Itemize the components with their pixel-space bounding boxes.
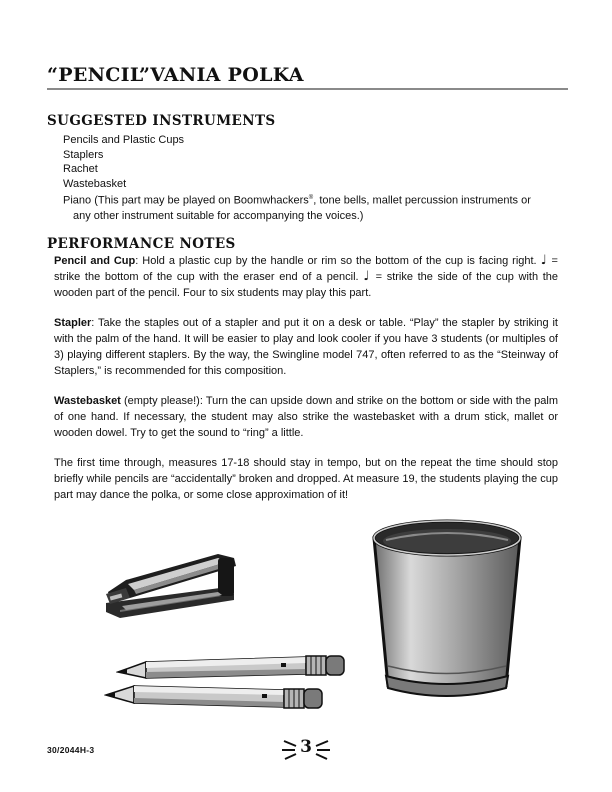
list-item: Pencils and Plastic Cups (63, 134, 185, 146)
pencil-illustration (104, 681, 326, 711)
closing-paragraph: The first time through, measures 17-18 should stay in tempo, but on the repeat the time should stop briefly while pencils are “accidentally” broken and dropped. At measure 19, the students playing the cup part may dance the polka, or some close approximation of it! (54, 457, 558, 501)
list-item: Staplers (63, 148, 104, 161)
stapler-label: Stapler (54, 317, 92, 329)
pencil-cup-label: Pencil and Cup (54, 255, 136, 267)
piano-text-end: , tone bells, mallet percussion instruments or any other instrument suitable for accompanying the voices.) (73, 195, 531, 222)
wastebasket-illustration (366, 516, 528, 706)
list-item: Rachet (63, 163, 98, 176)
registered-mark: ® (308, 195, 314, 202)
wastebasket-paragraph (54, 393, 558, 441)
list-item-piano (63, 191, 543, 223)
instruments-heading: SUGGESTED INSTRUMENTS (47, 113, 276, 129)
stapler-text: : Take the staples out of a stapler and put it on a desk or table. “Play” the stapler by striking it with the palm of the hand. It will be easier to play and look cooler if you have 3 students (or multiples of 3) playing different staplers. By the way, the Swingline model 747, often referred to as the “Steinway of Staplers,” is recommended for this composition. (54, 317, 558, 377)
piano-text-start: Piano (This part may be played on Boomwhackers (63, 195, 309, 208)
quarter-note-icon: ♩ (540, 253, 548, 268)
page-number-text: 3 (300, 737, 312, 757)
page-number (276, 733, 336, 763)
performance-notes (54, 253, 558, 517)
page-title: “PENCIL”VANIA POLKA (47, 64, 304, 86)
title-divider (47, 88, 568, 90)
wastebasket-label: Wastebasket (54, 395, 121, 407)
instruments-list (63, 133, 543, 223)
pencil-cup-text-2: = strike the bottom of the cup with the eraser end of a pencil. (54, 255, 558, 283)
stapler-illustration (100, 540, 245, 625)
stapler-paragraph (54, 315, 558, 379)
catalog-code: 30/2044H-3 (47, 745, 95, 755)
pencil-illustration (116, 652, 348, 682)
x-note-icon: ♩ (363, 269, 371, 284)
pencil-cup-text-3: = strike the side of the cup with the wooden part of the pencil. Four to six students may play this part. (54, 271, 559, 299)
pencil-cup-paragraph (54, 253, 558, 301)
list-item: Wastebasket (63, 177, 127, 190)
wastebasket-text: (empty please!): Turn the can upside down and strike on the bottom or side with the palm of one hand. If necessary, the student may also strike the wastebasket with a drum stick, mallet or wooden dowel. Try to get the sound to “ring” a little. (54, 395, 558, 439)
notes-heading: PERFORMANCE NOTES (47, 236, 236, 252)
pencil-cup-text-1: : Hold a plastic cup by the handle or rim so the bottom of the cup is facing right. (135, 255, 541, 267)
